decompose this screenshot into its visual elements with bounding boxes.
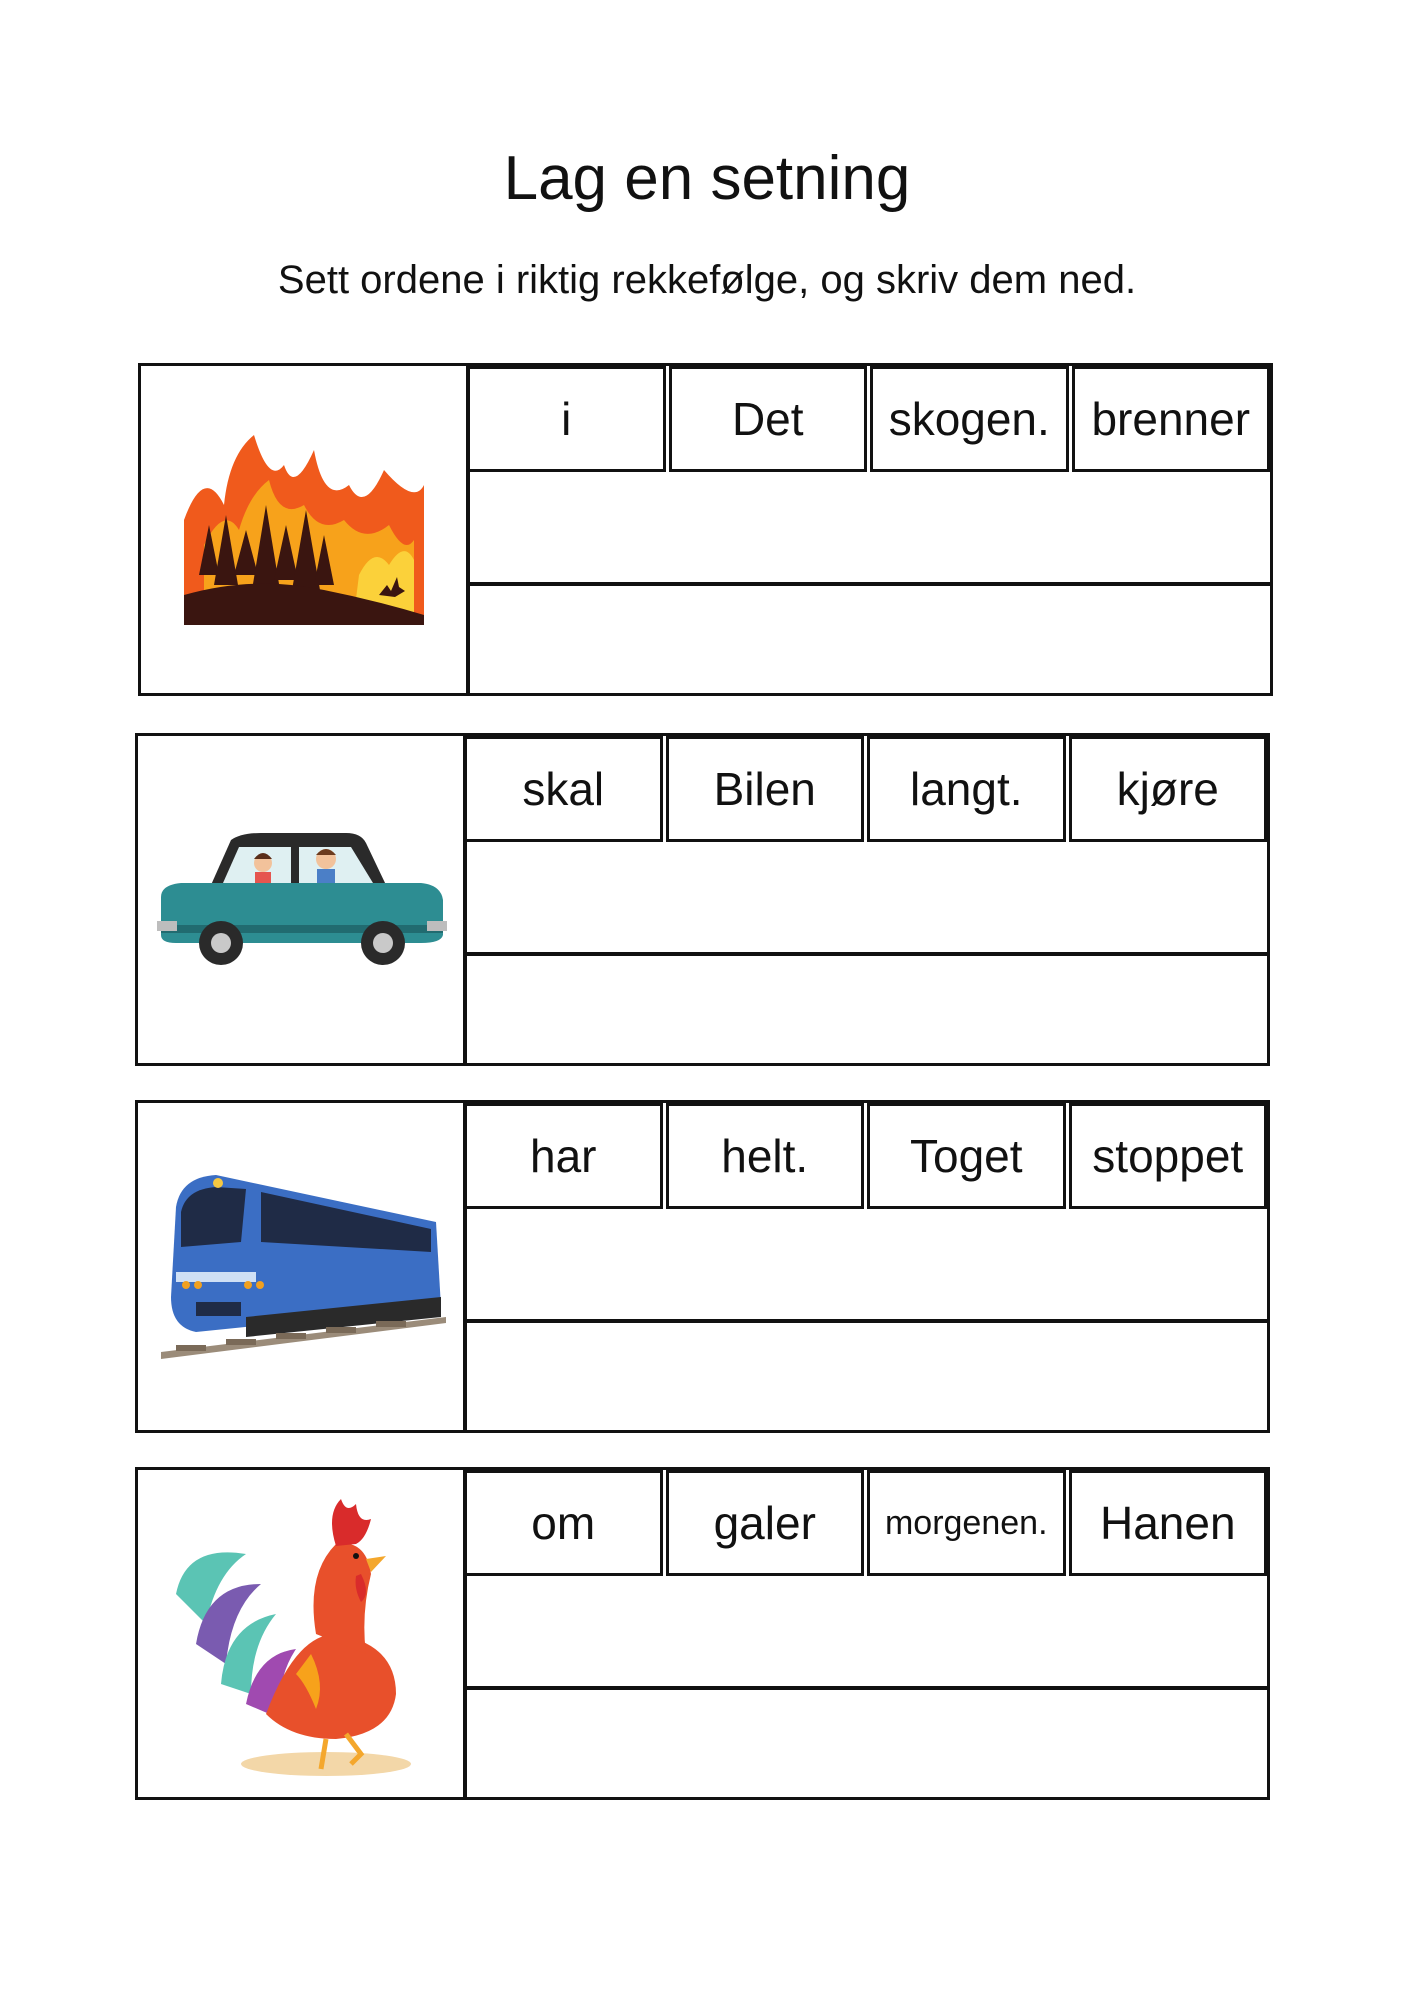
- answer-line-1[interactable]: [474, 472, 1270, 582]
- word-card[interactable]: har: [467, 1103, 663, 1209]
- word-card[interactable]: skogen.: [870, 366, 1069, 472]
- word-card[interactable]: langt.: [867, 736, 1066, 842]
- word-card[interactable]: Bilen: [666, 736, 865, 842]
- exercise-1: [138, 363, 1273, 696]
- word-card[interactable]: morgenen.: [867, 1470, 1066, 1576]
- answer-line-1[interactable]: [471, 842, 1267, 952]
- word-card[interactable]: Det: [669, 366, 868, 472]
- car-picture: [138, 736, 467, 1063]
- rooster-icon: [166, 1484, 436, 1784]
- answer-line-2[interactable]: [471, 1323, 1267, 1433]
- answer-line-1[interactable]: [471, 1576, 1267, 1686]
- word-card[interactable]: kjøre: [1069, 736, 1268, 842]
- exercise-4: [135, 1467, 1270, 1800]
- answer-line-2[interactable]: [471, 1690, 1267, 1800]
- word-card[interactable]: brenner: [1072, 366, 1271, 472]
- answer-line-2[interactable]: [474, 586, 1270, 696]
- forest-fire-picture: [141, 366, 470, 693]
- car-icon: [151, 825, 451, 975]
- word-card[interactable]: Hanen: [1069, 1470, 1268, 1576]
- exercise-3: [135, 1100, 1270, 1433]
- word-row: [467, 1103, 1267, 1209]
- train-icon: [156, 1167, 446, 1367]
- word-card[interactable]: helt.: [666, 1103, 865, 1209]
- word-row: [470, 366, 1270, 472]
- word-card[interactable]: stoppet: [1069, 1103, 1268, 1209]
- answer-line-2[interactable]: [471, 956, 1267, 1066]
- exercise-2: [135, 733, 1270, 1066]
- rooster-picture: [138, 1470, 467, 1797]
- answer-line-1[interactable]: [471, 1209, 1267, 1319]
- train-picture: [138, 1103, 467, 1430]
- page-title: Lag en setning: [503, 144, 911, 213]
- word-card[interactable]: om: [467, 1470, 663, 1576]
- word-card[interactable]: i: [470, 366, 666, 472]
- word-card[interactable]: galer: [666, 1470, 865, 1576]
- word-row: [467, 736, 1267, 842]
- word-row: [467, 1470, 1267, 1576]
- forest-fire-icon: [174, 425, 434, 635]
- instruction-text: Sett ordene i riktig rekkefølge, og skriv dem ned.: [277, 258, 1137, 302]
- word-card[interactable]: skal: [467, 736, 663, 842]
- word-card[interactable]: Toget: [867, 1103, 1066, 1209]
